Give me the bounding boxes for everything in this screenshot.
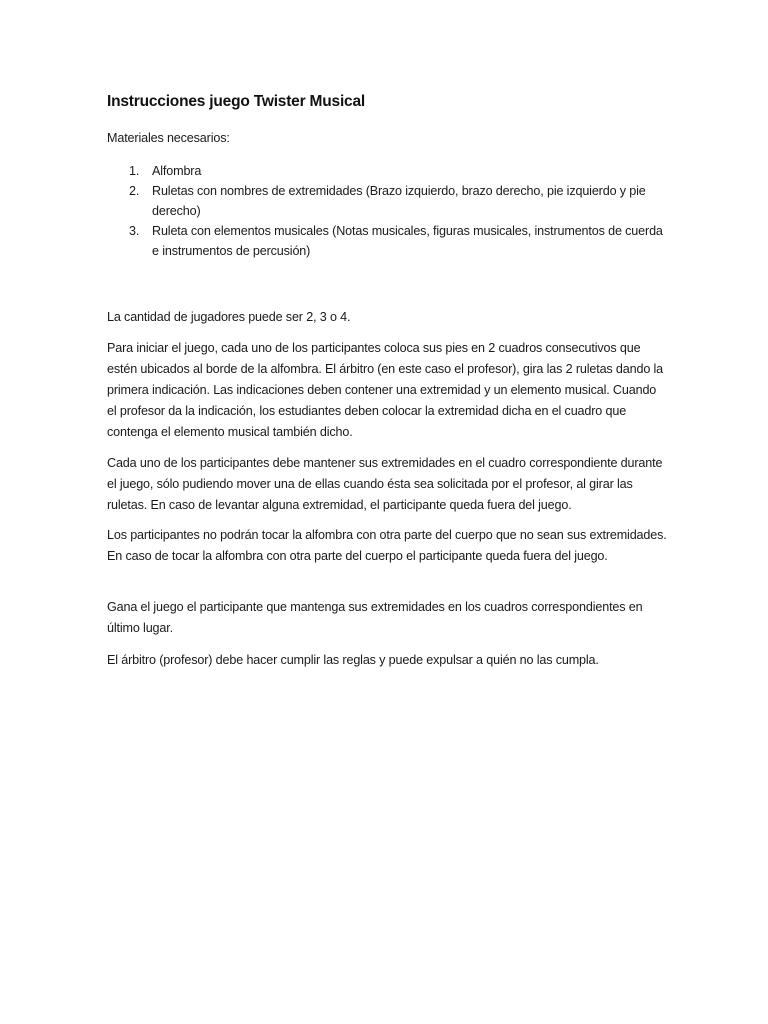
materials-heading: Materiales necesarios:: [107, 131, 230, 145]
list-item-number: 1.: [129, 164, 140, 178]
list-item: [107, 221, 672, 261]
list-item-number: 3.: [129, 224, 140, 238]
list-item: [107, 161, 672, 181]
list-item-text: Ruleta con elementos musicales (Notas musicales, figuras musicales, instrumentos de cuerda e instrumentos de percusión): [152, 224, 663, 258]
paragraph-start: Para iniciar el juego, cada uno de los participantes coloca sus pies en 2 cuadros consecutivos que estén ubicados al borde de la alfombra. El árbitro (en este caso el profesor), gira las 2 ruletas dando la primera indicación. Las indicaciones deben contener una extremidad y un elemento musical. Cuando el profesor da la indicación, los estudiantes deben colocar la extremidad dicha en el cuadro que contenga el elemento musical también dicho.: [107, 341, 664, 439]
paragraph-winner: Gana el juego el participante que mantenga sus extremidades en los cuadros correspondientes en último lugar.: [107, 600, 643, 635]
list-item-number: 2.: [129, 184, 140, 198]
list-item-text: Alfombra: [152, 164, 202, 178]
document-title: Instrucciones juego Twister Musical: [107, 93, 365, 110]
list-item: [107, 181, 672, 221]
paragraph-players: La cantidad de jugadores puede ser 2, 3 o 4.: [107, 310, 351, 324]
paragraph-referee: El árbitro (profesor) debe hacer cumplir las reglas y puede expulsar a quién no las cumpla.: [107, 653, 599, 667]
paragraph-keep-limbs: Cada uno de los participantes debe mantener sus extremidades en el cuadro correspondiente durante el juego, sólo pudiendo mover una de ellas cuando ésta sea solicitada por el profesor, al girar las ruletas. En caso de levantar alguna extremidad, el participante queda fuera del juego.: [107, 456, 663, 512]
paragraph-no-touch: Los participantes no podrán tocar la alfombra con otra parte del cuerpo que no sean sus extremidades. En caso de tocar la alfombra con otra parte del cuerpo el participante queda fuera del juego.: [107, 528, 667, 563]
list-item-text: Ruletas con nombres de extremidades (Brazo izquierdo, brazo derecho, pie izquierdo y pie derecho): [152, 184, 646, 218]
materials-list: [107, 161, 672, 261]
